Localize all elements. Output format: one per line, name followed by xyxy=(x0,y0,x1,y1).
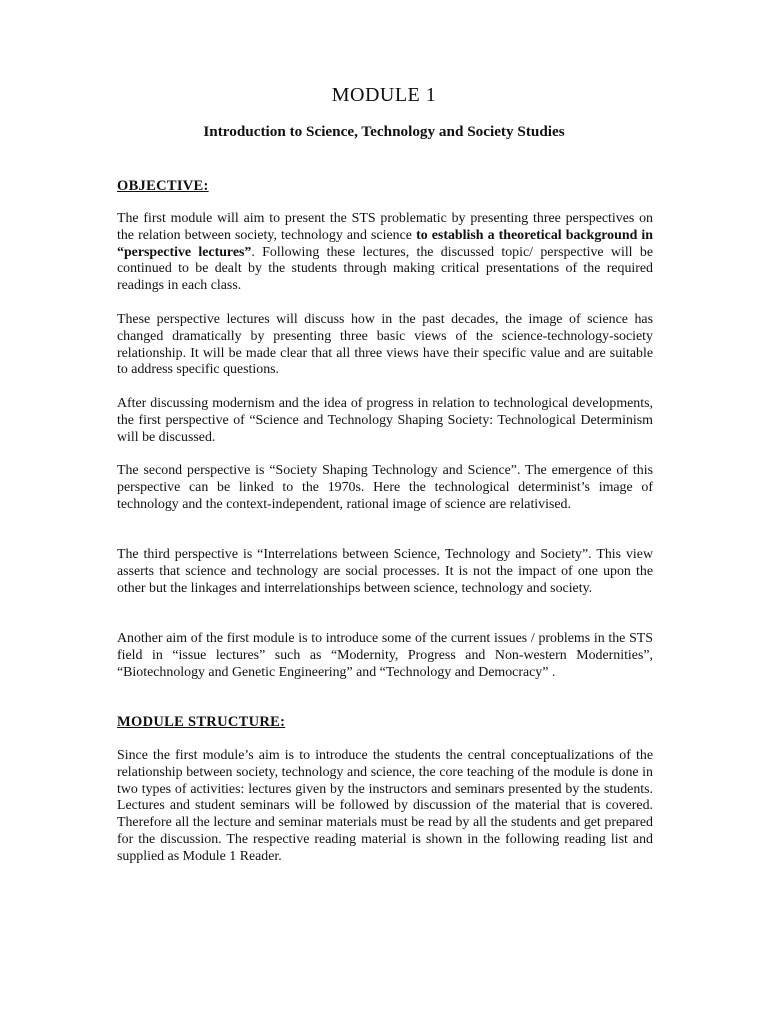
paragraph-issue-lectures: Another aim of the first module is to introduce some of the current issues / problems in the STS field in “issue lectures” such as “Modernity, Progress and Non-western Modernities”, “Biotechnology and Genetic Engineering” and “Technology and Democracy” . xyxy=(117,631,653,680)
paragraph-text: The first module will aim to present the STS problematic by presenting three perspectives on the relation between society, technology and science xyxy=(117,211,653,243)
paragraph-first-perspective: After discussing modernism and the idea of progress in relation to technological developments, the first perspective of “Science and Technology Shaping Society: Technological Determinism will be discussed. xyxy=(117,396,653,445)
paragraph-text: . Following these lectures, the discussed topic/ perspective will be continued to be dealt by the students through making critical presentations of the required readings in each class. xyxy=(117,244,653,294)
paragraph-third-perspective: The third perspective is “Interrelations between Science, Technology and Society”. This view asserts that science and technology are social processes. It is not the impact of one upon the other but the linkages and interrelationships between science, technology and society. xyxy=(117,547,653,596)
document-subtitle: Introduction to Science, Technology and Society Studies xyxy=(203,123,565,140)
paragraph-module-structure: Since the first module’s aim is to introduce the students the central conceptualizations of the relationship between society, technology and science, the core teaching of the module is done in two types of activities: lectures given by the instructors and seminars presented by the students. Lectures and student seminars will be followed by discussion of the material that is covered. Therefore all the lecture and seminar materials must be read by all the students and get prepared for the discussion. The respective reading material is shown in the following reading list and supplied as Module 1 Reader. xyxy=(117,748,653,864)
paragraph-second-perspective: The second perspective is “Society Shaping Technology and Science”. The emergence of this perspective can be linked to the 1970s. Here the technological determinist’s image of technology and the context-independent, rational image of science are relativised. xyxy=(117,463,653,512)
paragraph-objective-intro xyxy=(117,211,653,295)
objective-heading: OBJECTIVE: xyxy=(117,178,209,194)
module-title: MODULE 1 xyxy=(331,84,437,106)
paragraph-bold-text: to establish a theoretical background in “perspective lectures” xyxy=(117,227,653,260)
paragraph-perspective-lectures: These perspective lectures will discuss how in the past decades, the image of science has changed dramatically by presenting three basic views of the science-technology-society relationship. It will be made clear that all three views have their specific value and are suitable to address specific questions. xyxy=(117,312,653,378)
module-structure-heading: MODULE STRUCTURE: xyxy=(117,714,286,730)
